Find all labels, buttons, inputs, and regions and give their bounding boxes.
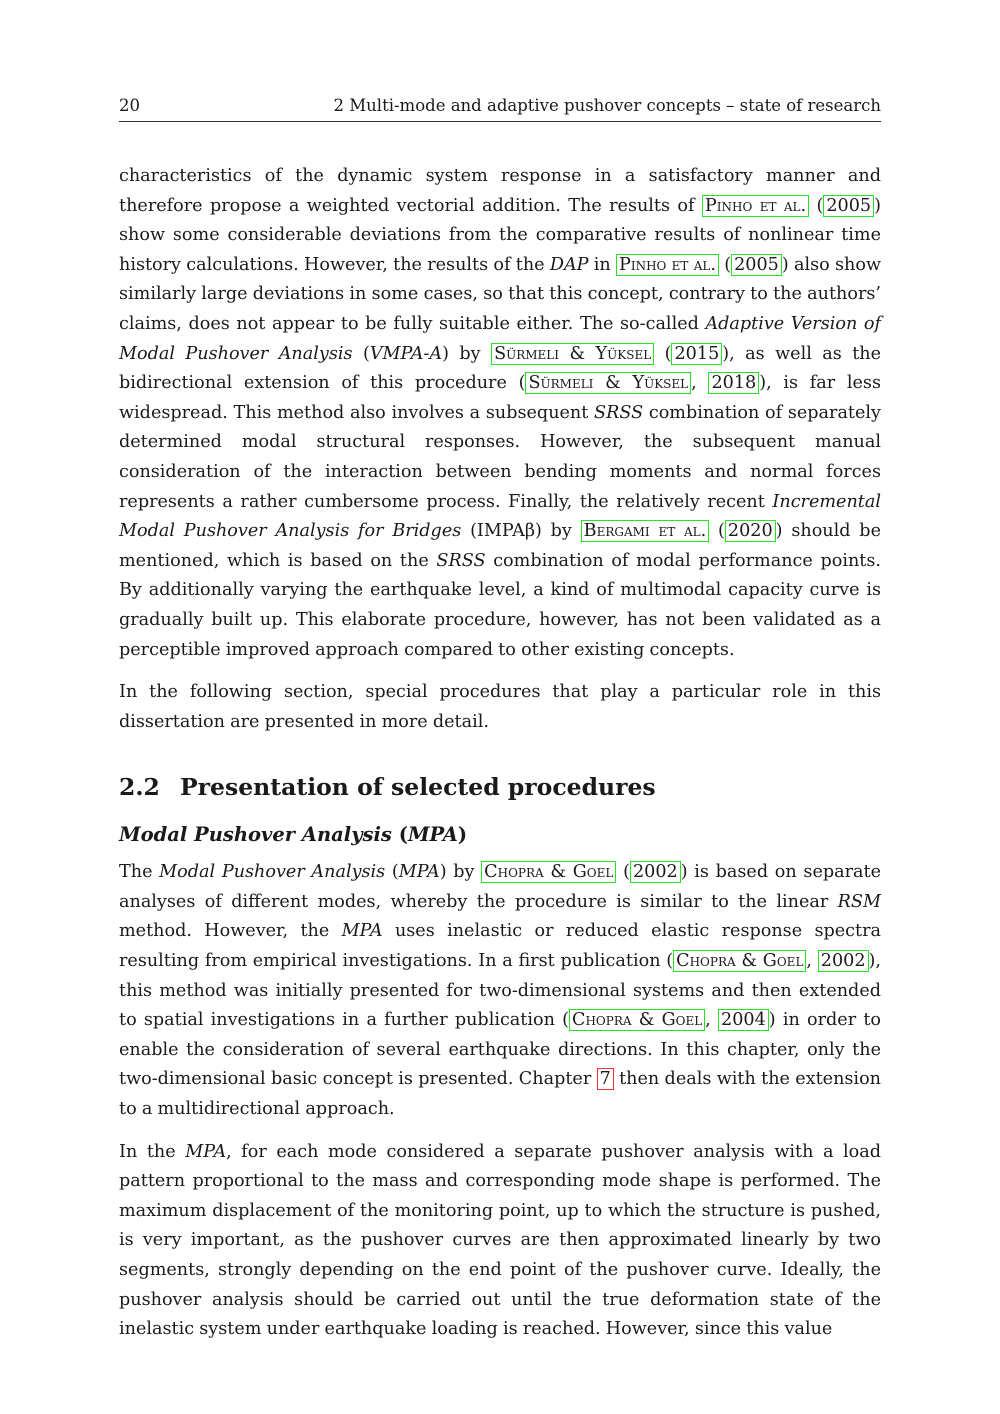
citation-year-link[interactable]: 2002 [630, 861, 681, 883]
citation-link[interactable]: Pinho et al. [702, 195, 809, 217]
paragraph-2: In the following section, special procedures that play a particular role in this dissertation are presented in more detail. [119, 682, 881, 732]
citation-link[interactable]: Chopra & Goel [481, 861, 616, 883]
section-number: 2.2 [119, 773, 160, 802]
body-text [119, 162, 881, 1345]
paragraph-1: characteristics of the dynamic system response in a satisfactory manner and therefore propose a weighted vectorial addition. The results of Pinho et al. ( 2005 ) show some considerable deviations from the comparative results of nonlinear time history calculations. However, the results of the DAP in Pinho et al. ( 2005 ) also show similarly large deviations in some cases, so that this concept, contrary to the authors’ claims, does not appear to be fully suitable either. The so-called Adaptive Version of Modal Pushover Analysis (VMPA-A) by Sürmeli & Yüksel ( 2015 ), as well as the bidirectional extension of this procedure ( Sürmeli & Yüksel , 2018 ), is far less widespread. This method also involves a subsequent SRSS combination of separately determined modal structural responses. However, the subsequent manual consideration of the interaction between bending moments and normal forces represents a rather cumbersome process. Finally, the relatively recent Incremental Modal Pushover Analysis for Bridges (IMPAβ) by Bergami et al. ( 2020 ) should be mentioned, which is based on the SRSS combination of modal performance points. By additionally varying the earthquake level, a kind of multimodal capacity curve is gradually built up. This elaborate procedure, however, has not been validated as a perceptible improved approach compared to other existing concepts. [119, 166, 882, 660]
citation-link[interactable]: Sürmeli & Yüksel [491, 343, 654, 365]
citation-year-link[interactable]: 2005 [823, 195, 874, 217]
section-title: Presentation of selected procedures [180, 773, 656, 802]
chapter-ref-link[interactable]: 7 [597, 1068, 614, 1090]
page [119, 96, 881, 1358]
running-header [119, 96, 881, 122]
citation-link[interactable]: Chopra & Goel [673, 950, 806, 972]
citation-link[interactable]: Chopra & Goel [569, 1009, 705, 1031]
citation-year-link[interactable]: 2020 [725, 520, 776, 542]
citation-year-link[interactable]: 2018 [708, 372, 759, 394]
chapter-title: 2 Multi-mode and adaptive pushover concepts – state of research [333, 96, 881, 115]
citation-year-link[interactable]: 2005 [731, 254, 782, 276]
paragraph-3: The Modal Pushover Analysis (MPA) by Chopra & Goel ( 2002 ) is based on separate analyses of different modes, whereby the procedure is similar to the linear RSM method. However, the MPA uses inelastic or reduced elastic response spectra resulting from empirical investigations. In a first publication ( Chopra & Goel , 2002 ), this method was initially presented for two-dimensional systems and then extended to spatial investigations in a further publication ( Chopra & Goel , 2004 ) in order to enable the consideration of several earthquake directions. In this chapter, only the two-dimensional basic concept is presented. Chapter 7 then deals with the extension to a multidirectional approach. [119, 862, 881, 1120]
citation-link[interactable]: Pinho et al. [616, 254, 719, 276]
page-number: 20 [119, 96, 140, 115]
citation-link[interactable]: Bergami et al. [581, 520, 710, 542]
subsection-heading: Modal Pushover Analysis (MPA) [119, 823, 468, 847]
citation-year-link[interactable]: 2002 [818, 950, 869, 972]
citation-link[interactable]: Sürmeli & Yüksel [525, 372, 691, 394]
section-heading [119, 773, 881, 801]
paragraph-4: In the MPA, for each mode considered a separate pushover analysis with a load pattern proportional to the mass and corresponding mode shape is performed. The maximum displacement of the monitoring point, up to which the structure is pushed, is very important, as the pushover curves are then approximated linearly by two segments, strongly depending on the end point of the pushover curve. Ideally, the pushover analysis should be carried out until the true deformation state of the inelastic system under earthquake loading is reached. However, since this value [119, 1141, 882, 1340]
citation-year-link[interactable]: 2015 [671, 343, 722, 365]
citation-year-link[interactable]: 2004 [718, 1009, 769, 1031]
